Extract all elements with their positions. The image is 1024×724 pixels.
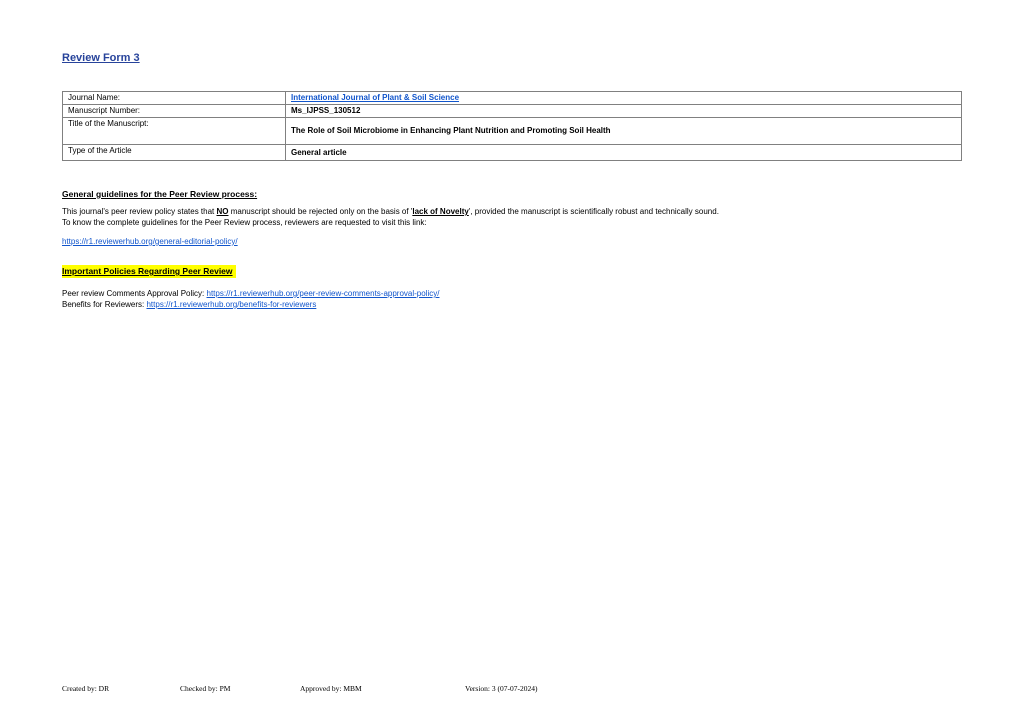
benefits-for-reviewers-link[interactable]: https://r1.reviewerhub.org/benefits-for-reviewers [146,300,317,309]
page-title: Review Form 3 [62,52,140,64]
manuscript-info-table [62,91,962,161]
guidelines-paragraph [62,206,972,228]
article-type-label: Type of the Article [63,145,286,161]
policy-links-block [62,288,439,310]
sentence-part: This journal's peer review policy states that [62,207,217,216]
sentence-part: manuscript should be rejected only on the basis of ' [228,207,413,216]
benefits-for-reviewers-label: Benefits for Reviewers: [62,300,147,309]
important-policies-heading [62,266,236,276]
guidelines-heading-text: General guidelines for the Peer Review process: [62,189,258,199]
footer-checked-by: Checked by: PM [180,684,231,693]
footer-created-by: Created by: DR [62,684,110,693]
manuscript-title-label: Title of the Manuscript: [63,118,286,145]
footer-approved-by: Approved by: MBM [300,684,362,693]
table-row [63,105,962,118]
sentence-part: ', provided the manuscript is scientifically robust and technically sound. [468,207,719,216]
general-editorial-policy-line [62,237,238,246]
novelty-emphasis: lack of Novelty [412,207,469,216]
table-row [63,118,962,145]
table-row [63,92,962,105]
manuscript-number-label: Manuscript Number: [63,105,286,118]
footer-version: Version: 3 (07-07-2024) [465,684,538,693]
general-editorial-policy-link[interactable]: https://r1.reviewerhub.org/general-editorial-policy/ [62,237,238,246]
guidelines-heading [62,189,257,199]
document-footer [0,684,1024,698]
manuscript-title-value: The Role of Soil Microbiome in Enhancing Plant Nutrition and Promoting Soil Health [286,118,962,145]
important-policies-heading-text: Important Policies Regarding Peer Review [62,265,236,278]
peer-review-comments-approval-policy-link[interactable]: https://r1.reviewerhub.org/peer-review-comments-approval-policy/ [206,289,440,298]
guidelines-line2: To know the complete guidelines for the Peer Review process, reviewers are requested to visit this link: [62,218,427,227]
no-emphasis: NO [216,207,229,216]
journal-name-link[interactable]: International Journal of Plant & Soil Science [291,93,460,102]
journal-name-label: Journal Name: [63,92,286,105]
manuscript-number-value: Ms_IJPSS_130512 [286,105,962,118]
comments-approval-policy-label: Peer review Comments Approval Policy: [62,289,207,298]
article-type-value: General article [286,145,962,161]
table-row [63,145,962,161]
